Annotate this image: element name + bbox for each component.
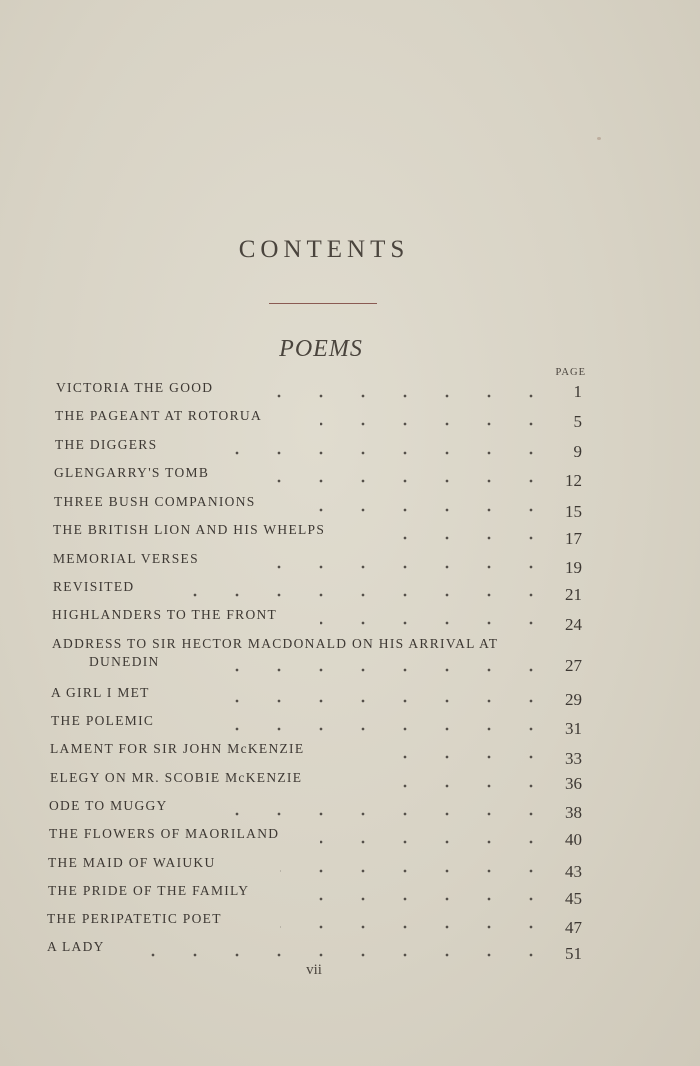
entry-title: THE PAGEANT AT ROTORUA [55, 408, 263, 423]
entry-title: LAMENT FOR SIR JOHN McKENZIE [50, 741, 305, 756]
toc-entry [0, 579, 700, 605]
toc-entry [0, 798, 700, 824]
toc-entry [0, 883, 700, 909]
entry-title: THE PERIPATETIC POET [47, 911, 222, 926]
entry-title: ADDRESS TO SIR HECTOR MACDONALD ON HIS ARRIVAL AT [52, 636, 499, 651]
dot-leader [200, 437, 552, 457]
entry-title: THREE BUSH COMPANIONS [54, 494, 256, 509]
dot-leader [290, 494, 552, 514]
entry-page-number: 9 [573, 442, 582, 461]
page-column-label: PAGE [555, 367, 586, 378]
entry-page-number: 5 [573, 412, 582, 431]
entry-page-number: 19 [565, 558, 582, 577]
toc-entry [0, 636, 700, 675]
dot-leader [200, 685, 552, 705]
entry-page-number: 21 [565, 585, 582, 604]
entry-title: ELEGY ON MR. SCOBIE McKENZIE [50, 770, 303, 785]
entry-title: A GIRL I MET [51, 685, 150, 700]
dot-leader [160, 579, 552, 599]
entry-page-number: 1 [573, 382, 582, 401]
dot-leader [365, 770, 552, 790]
dot-leader [150, 939, 552, 959]
entry-page-number: 38 [565, 803, 582, 822]
entry-title: THE MAID OF WAIUKU [48, 855, 216, 870]
dot-leader [200, 713, 552, 733]
toc-entry [0, 522, 700, 548]
toc-entry [0, 826, 700, 852]
entry-page-number: 36 [565, 774, 582, 793]
dot-leader [200, 654, 552, 674]
entry-page-number: 45 [565, 889, 582, 908]
toc-entry [0, 494, 700, 520]
entry-title: REVISITED [53, 579, 135, 594]
toc-entry [0, 551, 700, 577]
dot-leader [300, 883, 552, 903]
dot-leader [200, 798, 552, 818]
toc-entry [0, 465, 700, 491]
entry-title: MEMORIAL VERSES [53, 551, 199, 566]
folio-number: vii [306, 962, 322, 978]
entry-title: THE FLOWERS OF MAORILAND [49, 826, 280, 841]
dot-leader [280, 911, 552, 931]
heading-divider [269, 303, 377, 304]
contents-heading: CONTENTS [238, 236, 410, 263]
entry-title: A LADY [47, 939, 105, 954]
entry-title: THE PRIDE OF THE FAMILY [48, 883, 250, 898]
dot-leader [375, 522, 552, 542]
toc-entry [0, 437, 700, 463]
toc-entry [0, 607, 700, 633]
page-blemish [597, 137, 601, 140]
dot-leader [240, 465, 552, 485]
entry-title: THE BRITISH LION AND HIS WHELPS [53, 522, 326, 537]
toc-entry [0, 741, 700, 767]
dot-leader [320, 607, 552, 627]
entry-title: ODE TO MUGGY [49, 798, 168, 813]
entry-page-number: 29 [565, 690, 582, 709]
entry-title-continuation: DUNEDIN [89, 654, 160, 669]
entry-title: GLENGARRY'S TOMB [54, 465, 210, 480]
dot-leader [240, 380, 552, 400]
entry-page-number: 31 [565, 719, 582, 738]
toc-entry [0, 713, 700, 739]
toc-entry [0, 380, 700, 406]
dot-leader [280, 855, 552, 875]
entry-page-number: 40 [565, 830, 582, 849]
entry-title: VICTORIA THE GOOD [56, 380, 214, 395]
toc-entry [0, 911, 700, 937]
entry-title: THE POLEMIC [51, 713, 155, 728]
toc-entry [0, 408, 700, 434]
entry-page-number: 12 [565, 471, 582, 490]
toc-entry [0, 855, 700, 881]
entry-page-number: 33 [565, 749, 582, 768]
dot-leader [240, 551, 552, 571]
entry-page-number: 17 [565, 529, 582, 548]
dot-leader [365, 741, 552, 761]
entry-page-number: 51 [565, 944, 582, 963]
entry-title: HIGHLANDERS TO THE FRONT [52, 607, 278, 622]
entry-page-number: 47 [565, 918, 582, 937]
entry-page-number: 15 [565, 502, 582, 521]
entry-page-number: 27 [565, 656, 582, 675]
toc-entry [0, 770, 700, 796]
dot-leader [320, 826, 552, 846]
dot-leader [320, 408, 552, 428]
entry-page-number: 43 [565, 862, 582, 881]
entry-page-number: 24 [565, 615, 582, 634]
toc-entry [0, 685, 700, 711]
entry-title: THE DIGGERS [55, 437, 158, 452]
section-title: POEMS [279, 336, 363, 362]
